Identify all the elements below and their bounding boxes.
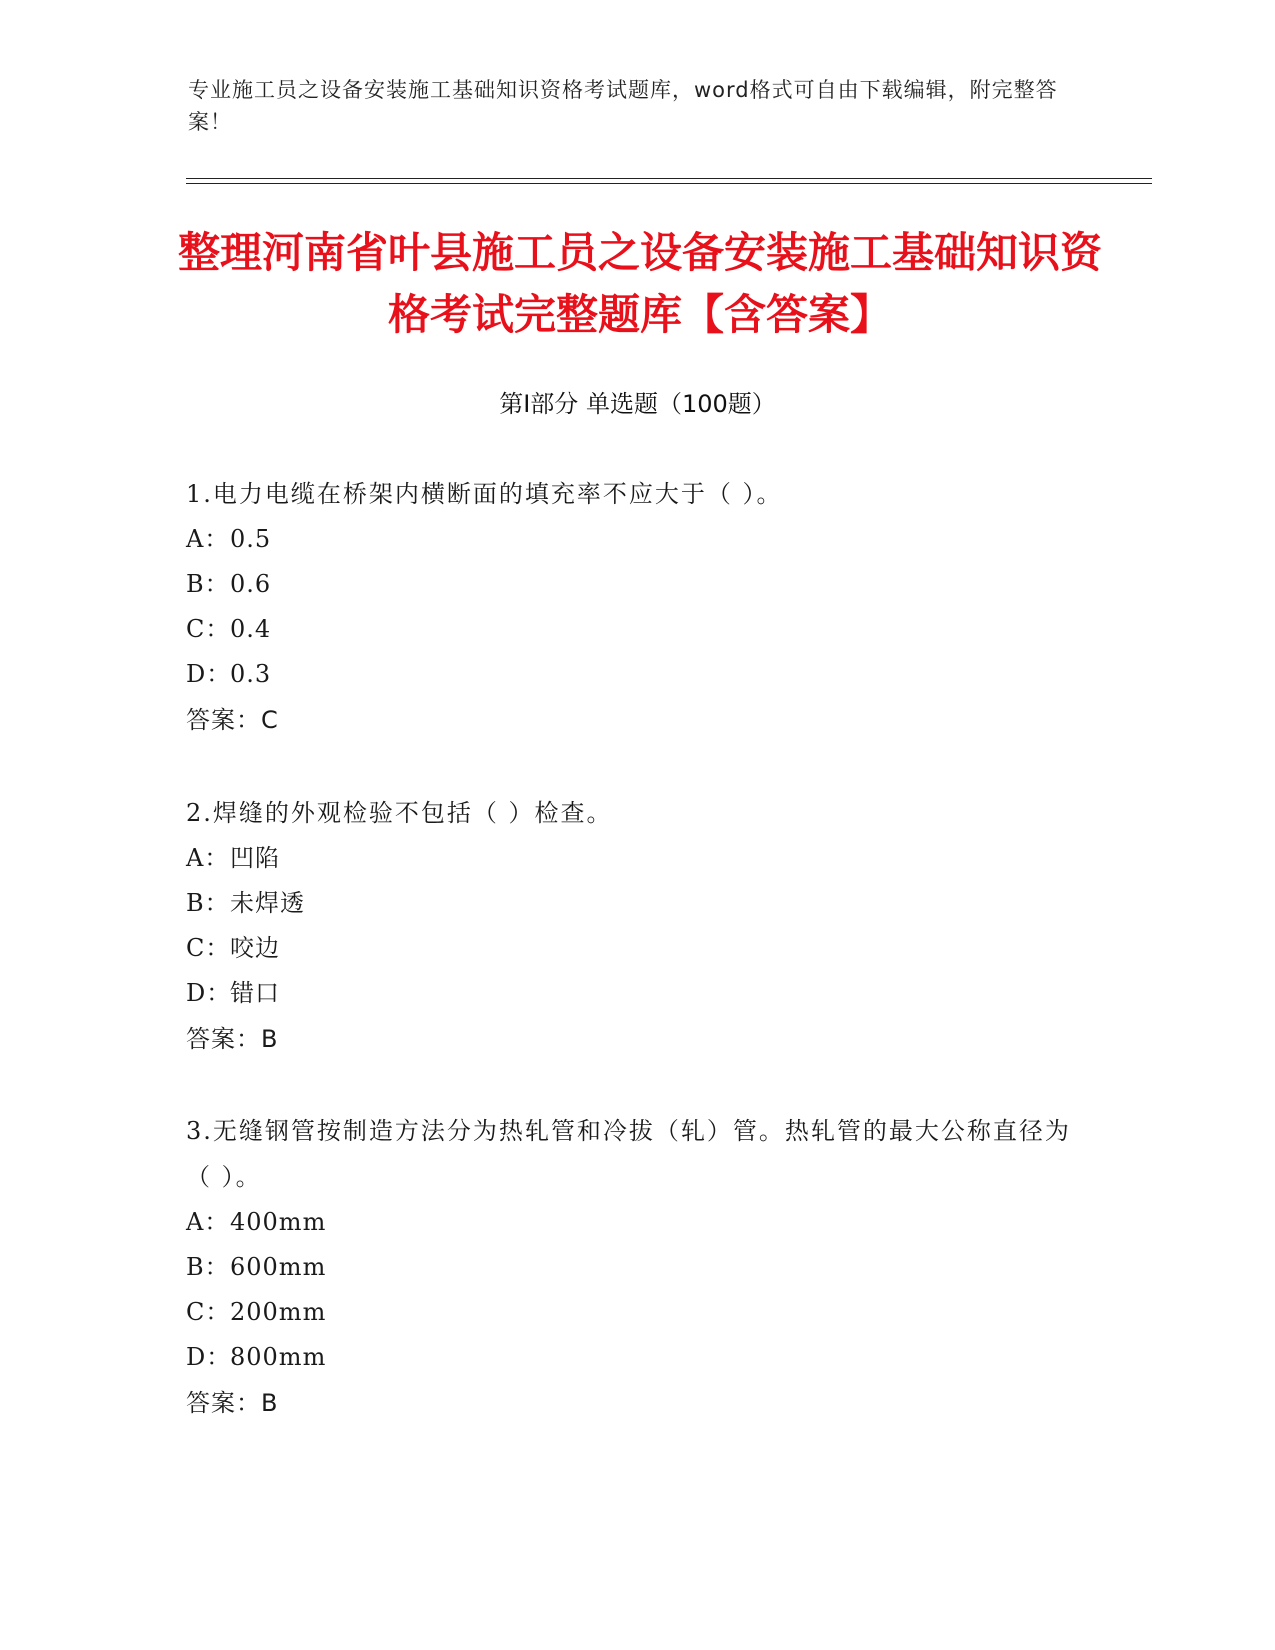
option-text: 0.6	[230, 570, 272, 598]
header-note: 专业施工员之设备安装施工基础知识资格考试题库，word格式可自由下载编辑，附完整答案！	[188, 78, 1058, 134]
option-letter: D：	[186, 660, 232, 688]
option-text: 800mm	[230, 1343, 327, 1371]
answer: 答案：C	[186, 706, 279, 734]
option-letter: C：	[186, 1298, 231, 1326]
question-3	[186, 1108, 1086, 1426]
option-text: 200mm	[230, 1298, 327, 1326]
option-letter: A：	[186, 525, 230, 553]
option-c	[186, 1290, 1086, 1335]
option-text: 600mm	[230, 1253, 327, 1281]
question-stem: 2.焊缝的外观检验不包括（ ）检查。	[186, 799, 613, 827]
question-1	[186, 471, 1086, 743]
question-stem: 1.电力电缆在桥架内横断面的填充率不应大于（ ）。	[186, 480, 783, 508]
question-stem: 3.无缝钢管按制造方法分为热轧管和冷拔（轧）管。热轧管的最大公称直径为（ ）。	[186, 1117, 1071, 1191]
option-c	[186, 607, 1086, 652]
option-b	[186, 1245, 1086, 1290]
header-rule-bottom	[186, 183, 1152, 184]
option-letter: C：	[186, 615, 231, 643]
option-a	[186, 836, 1086, 881]
option-text: 400mm	[230, 1208, 327, 1236]
option-text: 0.4	[230, 615, 272, 643]
option-letter: B：	[186, 889, 230, 917]
header-rule-top	[186, 178, 1152, 179]
option-letter: B：	[186, 570, 230, 598]
option-text: 错口	[230, 979, 280, 1007]
option-a	[186, 1200, 1086, 1245]
option-b	[186, 562, 1086, 607]
option-text: 未焊透	[230, 889, 305, 917]
question-2	[186, 790, 1086, 1062]
option-a	[186, 517, 1086, 562]
document-title: 整理河南省叶县施工员之设备安装施工基础知识资格考试完整题库【含答案】	[177, 228, 1102, 339]
section-title: 第Ⅰ部分 单选题（100题）	[499, 390, 776, 418]
option-text: 0.5	[230, 525, 272, 553]
option-d	[186, 1335, 1086, 1380]
answer: 答案：B	[186, 1025, 279, 1053]
option-letter: D：	[186, 1343, 232, 1371]
option-b	[186, 881, 1086, 926]
option-letter: D：	[186, 979, 232, 1007]
option-letter: B：	[186, 1253, 230, 1281]
option-c	[186, 926, 1086, 971]
option-text: 咬边	[230, 934, 280, 962]
option-letter: A：	[186, 844, 230, 872]
option-d	[186, 652, 1086, 697]
answer: 答案：B	[186, 1389, 279, 1417]
option-text: 凹陷	[230, 844, 280, 872]
option-text: 0.3	[230, 660, 272, 688]
option-letter: C：	[186, 934, 231, 962]
option-letter: A：	[186, 1208, 230, 1236]
option-d	[186, 971, 1086, 1016]
